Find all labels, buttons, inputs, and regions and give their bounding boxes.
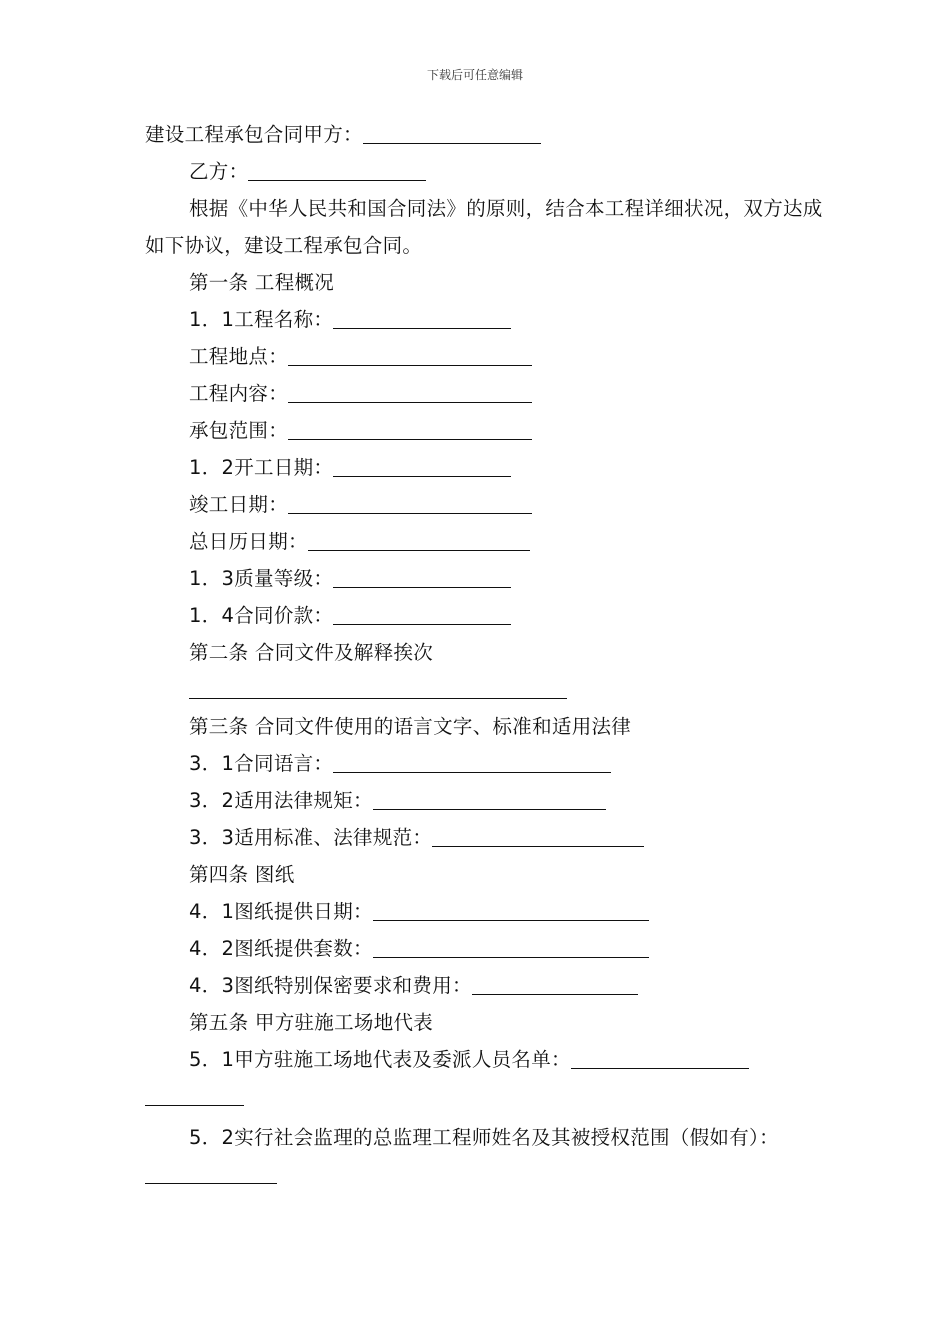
drawing-date-label: 4．1图纸提供日期： bbox=[189, 900, 373, 923]
applicable-law-line bbox=[145, 782, 825, 819]
intro-paragraph: 根据《中华人民共和国合同法》的原则，结合本工程详细状况，双方达成如下协议，建设工程承包合同。 bbox=[145, 197, 823, 257]
contract-language-line bbox=[145, 745, 825, 782]
project-site-blank[interactable] bbox=[288, 343, 532, 366]
finish-date-label: 竣工日期： bbox=[189, 493, 289, 516]
site-representative-continuation bbox=[145, 1078, 825, 1115]
applicable-standards-label: 3．3适用标准、法律规范： bbox=[189, 826, 433, 849]
drawing-sets-blank[interactable] bbox=[373, 935, 649, 958]
project-content-label: 工程内容： bbox=[189, 382, 289, 405]
finish-date-blank[interactable] bbox=[288, 491, 532, 514]
drawing-confidentiality-blank[interactable] bbox=[472, 972, 638, 995]
supervisor-blank[interactable] bbox=[145, 1161, 277, 1184]
drawing-sets-label: 4．2图纸提供套数： bbox=[189, 937, 373, 960]
contract-scope-label: 承包范围： bbox=[189, 419, 289, 442]
supervisor-paragraph bbox=[145, 1119, 825, 1193]
contract-scope-blank[interactable] bbox=[288, 417, 532, 440]
article-1-heading: 第一条 工程概况 bbox=[189, 271, 335, 294]
project-site-label: 工程地点： bbox=[189, 345, 289, 368]
drawing-sets-line bbox=[145, 930, 825, 967]
contract-price-label: 1．4合同价款： bbox=[189, 604, 334, 627]
contract-scope-line bbox=[145, 412, 825, 449]
total-days-line bbox=[145, 523, 825, 560]
contract-price-blank[interactable] bbox=[333, 602, 511, 625]
drawing-date-blank[interactable] bbox=[373, 898, 649, 921]
project-name-blank[interactable] bbox=[333, 306, 511, 329]
contract-price-line bbox=[145, 597, 825, 634]
article-2-blank[interactable] bbox=[189, 676, 567, 699]
project-content-blank[interactable] bbox=[288, 380, 532, 403]
article-3-heading: 第三条 合同文件使用的语言文字、标准和适用法律 bbox=[189, 715, 632, 738]
finish-date-line bbox=[145, 486, 825, 523]
contract-body bbox=[145, 116, 825, 1193]
start-date-label: 1．2开工日期： bbox=[189, 456, 334, 479]
drawing-date-line bbox=[145, 893, 825, 930]
drawing-confidentiality-label: 4．3图纸特别保密要求和费用： bbox=[189, 974, 472, 997]
party-b-label: 乙方： bbox=[189, 160, 249, 183]
party-a-blank[interactable] bbox=[363, 121, 541, 144]
party-b-blank[interactable] bbox=[248, 158, 426, 181]
contract-title-line bbox=[145, 116, 825, 153]
article-2-blank-line bbox=[145, 671, 825, 708]
article-2-heading: 第二条 合同文件及解释挨次 bbox=[189, 641, 434, 664]
start-date-blank[interactable] bbox=[333, 454, 511, 477]
site-representative-label: 5．1甲方驻施工场地代表及委派人员名单： bbox=[189, 1048, 571, 1071]
site-representative-blank-cont[interactable] bbox=[145, 1083, 244, 1106]
page-header: 下载后可任意编辑 bbox=[426, 68, 523, 82]
applicable-standards-line bbox=[145, 819, 825, 856]
applicable-law-label: 3．2适用法律规矩： bbox=[189, 789, 373, 812]
contract-title: 建设工程承包合同甲方： bbox=[145, 123, 363, 146]
supervisor-label: 5．2实行社会监理的总监理工程师姓名及其被授权范围（假如有）： bbox=[189, 1126, 779, 1149]
site-representative-blank[interactable] bbox=[571, 1046, 749, 1069]
total-days-label: 总日历日期： bbox=[189, 530, 308, 553]
party-b-line bbox=[145, 153, 825, 190]
quality-grade-label: 1．3质量等级： bbox=[189, 567, 334, 590]
project-content-line bbox=[145, 375, 825, 412]
start-date-line bbox=[145, 449, 825, 486]
applicable-law-blank[interactable] bbox=[373, 787, 606, 810]
site-representative-line bbox=[145, 1041, 825, 1078]
applicable-standards-blank[interactable] bbox=[432, 824, 644, 847]
contract-language-blank[interactable] bbox=[333, 750, 611, 773]
quality-grade-blank[interactable] bbox=[333, 565, 511, 588]
article-5-heading: 第五条 甲方驻施工场地代表 bbox=[189, 1011, 434, 1034]
project-site-line bbox=[145, 338, 825, 375]
contract-language-label: 3．1合同语言： bbox=[189, 752, 334, 775]
total-days-blank[interactable] bbox=[308, 528, 530, 551]
quality-grade-line bbox=[145, 560, 825, 597]
project-name-label: 1．1工程名称： bbox=[189, 308, 334, 331]
article-4-heading: 第四条 图纸 bbox=[189, 863, 295, 886]
project-name-line bbox=[145, 301, 825, 338]
drawing-confidentiality-line bbox=[145, 967, 825, 1004]
